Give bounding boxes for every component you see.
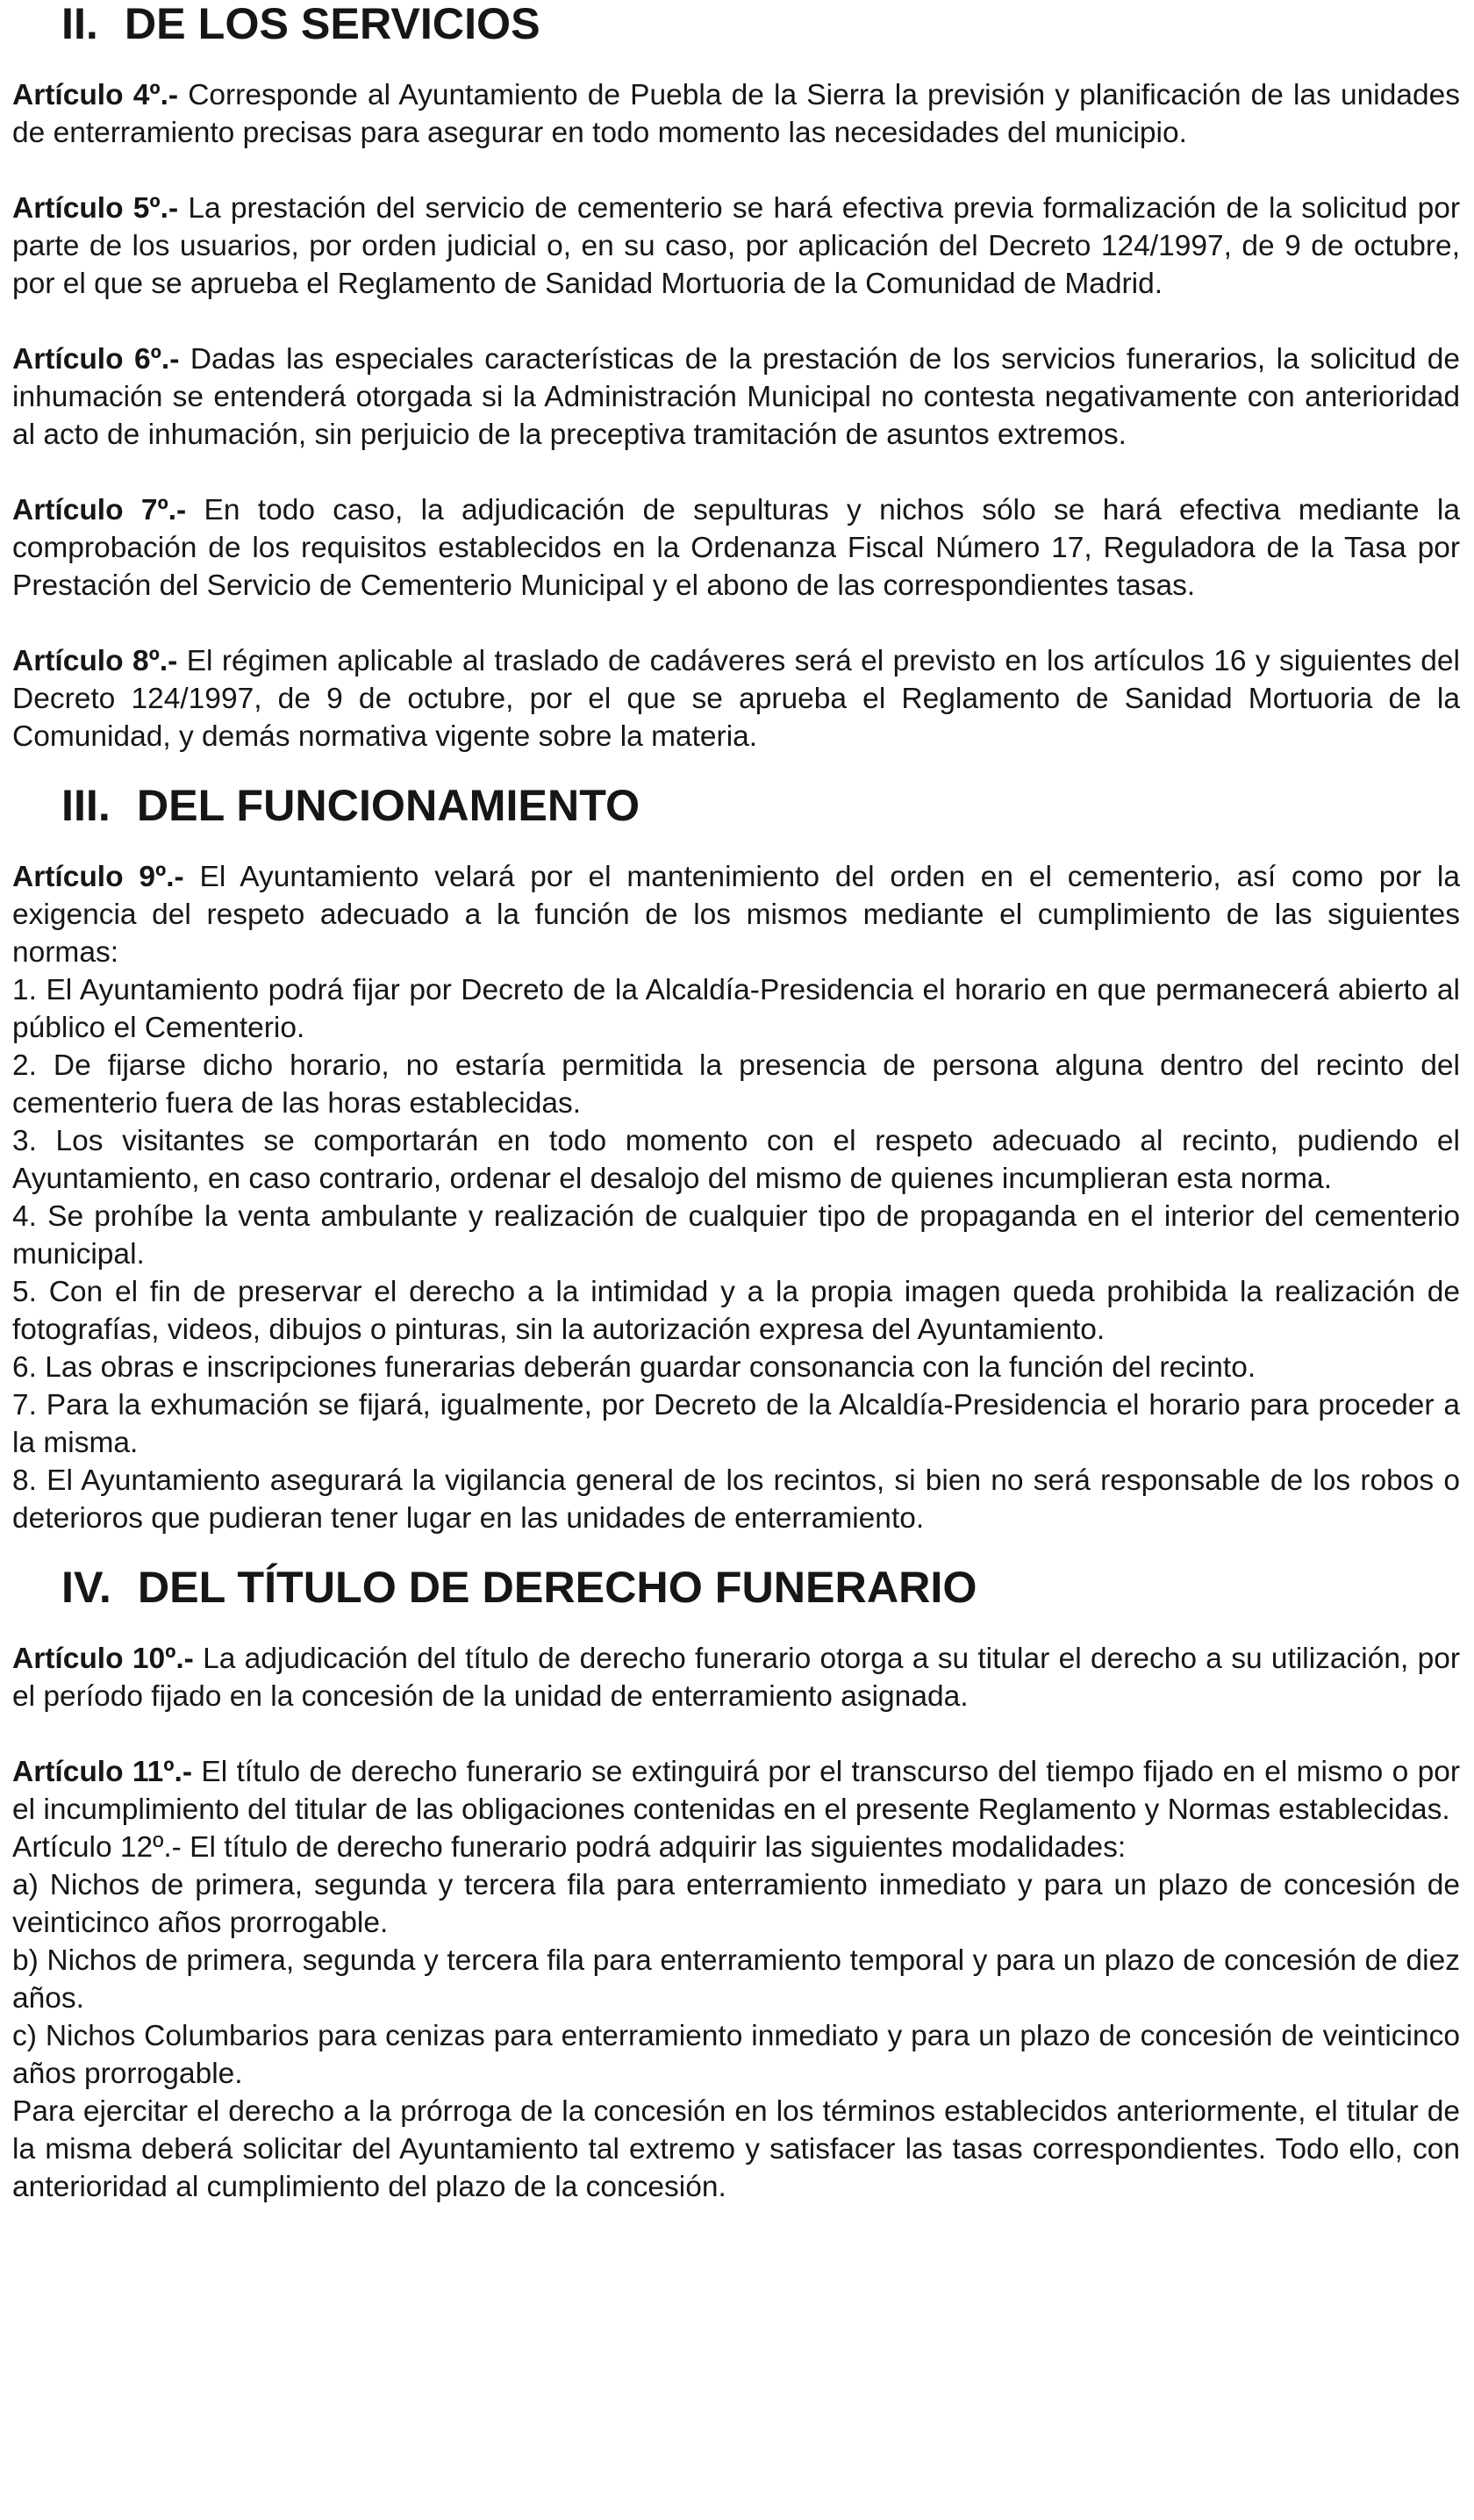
article-text: La prestación del servicio de cementerio se hará efectiva previa formalización de la solicitud por parte de los usuarios, por orden judicial o, en su caso, por aplicación del Decreto 124/1997, de 9 de octubre, por el que se aprueba el Reglamento de Sanidad Mortuoria de la Comunidad de Madrid. bbox=[12, 192, 1460, 300]
section-heading-3 bbox=[12, 781, 1460, 830]
article-10 bbox=[12, 1640, 1460, 1715]
section-title: DEL FUNCIONAMIENTO bbox=[136, 781, 640, 830]
article-7 bbox=[12, 491, 1460, 605]
article-label: Artículo 7º.- bbox=[12, 494, 187, 526]
article-label: Artículo 10º.- bbox=[12, 1643, 194, 1675]
article-4 bbox=[12, 76, 1460, 152]
list-item: 4. Se prohíbe la venta ambulante y realización de cualquier tipo de propaganda en el interior del cementerio municipal. bbox=[12, 1200, 1460, 1271]
section-number: IV. bbox=[61, 1563, 111, 1612]
section-number: III. bbox=[61, 781, 111, 830]
article-label: Artículo 5º.- bbox=[12, 192, 179, 225]
list-item: b) Nichos de primera, segunda y tercera fila para enterramiento temporal y para un plazo de concesión de diez años. bbox=[12, 1944, 1460, 2015]
article-label: Artículo 9º.- bbox=[12, 861, 184, 893]
document-page bbox=[12, 0, 1461, 2206]
list-item: 8. El Ayuntamiento asegurará la vigilancia general de los recintos, si bien no será responsable de los robos o deterioros que pudieran tener lugar en las unidades de enterramiento. bbox=[12, 1464, 1460, 1535]
article-text: El régimen aplicable al traslado de cadáveres será el previsto en los artículos 16 y siguientes del Decreto 124/1997, de 9 de octubre, por el que se aprueba el Reglamento de Sanidad Mortuoria de la Comunidad, y demás normativa vigente sobre la materia. bbox=[12, 645, 1460, 753]
article-label: Artículo 6º.- bbox=[12, 343, 180, 376]
list-item: 3. Los visitantes se comportarán en todo momento con el respeto adecuado al recinto, pudiendo el Ayuntamiento, en caso contrario, ordenar el desalojo del mismo de quienes incumplieran esta norma. bbox=[12, 1125, 1460, 1195]
article-text: El Ayuntamiento velará por el mantenimiento del orden en el cementerio, así como por la exigencia del respeto adecuado a la función de los mismos mediante el cumplimiento de las siguientes normas: bbox=[12, 861, 1460, 969]
article-label: Artículo 8º.- bbox=[12, 645, 178, 677]
list-item: 2. De fijarse dicho horario, no estaría permitida la presencia de persona alguna dentro del recinto del cementerio fuera de las horas establecidas. bbox=[12, 1049, 1460, 1120]
article-9 bbox=[12, 858, 1460, 971]
article-label: Artículo 4º.- bbox=[12, 79, 179, 111]
article-6 bbox=[12, 340, 1460, 454]
article-5 bbox=[12, 190, 1460, 303]
section-heading-4 bbox=[12, 1563, 1460, 1612]
list-item: 7. Para la exhumación se fijará, igualmente, por Decreto de la Alcaldía-Presidencia el horario para proceder a la misma. bbox=[12, 1389, 1460, 1459]
article-text: La adjudicación del título de derecho funerario otorga a su titular el derecho a su utilización, por el período fijado en la concesión de la unidad de enterramiento asignada. bbox=[12, 1643, 1461, 1713]
article-text: En todo caso, la adjudicación de sepulturas y nichos sólo se hará efectiva mediante la comprobación de los requisitos establecidos en la Ordenanza Fiscal Número 17, Reguladora de la Tasa por Prestación del Servicio de Cementerio Municipal y el abono de las correspondientes tasas. bbox=[12, 494, 1460, 602]
section-title: DE LOS SERVICIOS bbox=[124, 0, 540, 48]
list-item: 5. Con el fin de preservar el derecho a la intimidad y a la propia imagen queda prohibida la realización de fotografías, videos, dibujos o pinturas, sin la autorización expresa del Ayuntamiento. bbox=[12, 1276, 1460, 1346]
article-11 bbox=[12, 1753, 1460, 1829]
article-text: El título de derecho funerario se extinguirá por el transcurso del tiempo fijado en el mismo o por el incumplimiento del titular de las obligaciones contenidas en el presente Reglamento y Normas establecidas. bbox=[12, 1756, 1460, 1826]
list-item: 1. El Ayuntamiento podrá fijar por Decreto de la Alcaldía-Presidencia el horario en que permanecerá abierto al público el Cementerio. bbox=[12, 974, 1460, 1044]
section-title: DEL TÍTULO DE DERECHO FUNERARIO bbox=[137, 1563, 977, 1612]
article-label: Artículo 11º.- bbox=[12, 1756, 193, 1788]
list-item: 6. Las obras e inscripciones funerarias deberán guardar consonancia con la función del recinto. bbox=[12, 1351, 1256, 1384]
article-12: Artículo 12º.- El título de derecho funerario podrá adquirir las siguientes modalidades: bbox=[12, 1831, 1127, 1864]
article-12-closing: Para ejercitar el derecho a la prórroga de la concesión en los términos establecidos anteriormente, el titular de la misma deberá solicitar del Ayuntamiento tal extremo y satisfacer las tasas correspondientes. Todo ello, con anterioridad al cumplimiento del plazo de la concesión. bbox=[12, 2095, 1460, 2203]
section-heading-2 bbox=[12, 0, 1460, 48]
section-number: II. bbox=[61, 0, 98, 48]
article-8 bbox=[12, 642, 1460, 755]
list-item: c) Nichos Columbarios para cenizas para enterramiento inmediato y para un plazo de concesión de veinticinco años prorrogable. bbox=[12, 2020, 1460, 2090]
article-text: Dadas las especiales características de la prestación de los servicios funerarios, la solicitud de inhumación se entenderá otorgada si la Administración Municipal no contesta negativamente con anterioridad al acto de inhumación, sin perjuicio de la preceptiva tramitación de asuntos extremos. bbox=[12, 343, 1460, 451]
article-text: Corresponde al Ayuntamiento de Puebla de la Sierra la previsión y planificación de las unidades de enterramiento precisas para asegurar en todo momento las necesidades del municipio. bbox=[12, 79, 1460, 149]
list-item: a) Nichos de primera, segunda y tercera fila para enterramiento inmediato y para un plazo de concesión de veinticinco años prorrogable. bbox=[12, 1869, 1460, 1939]
